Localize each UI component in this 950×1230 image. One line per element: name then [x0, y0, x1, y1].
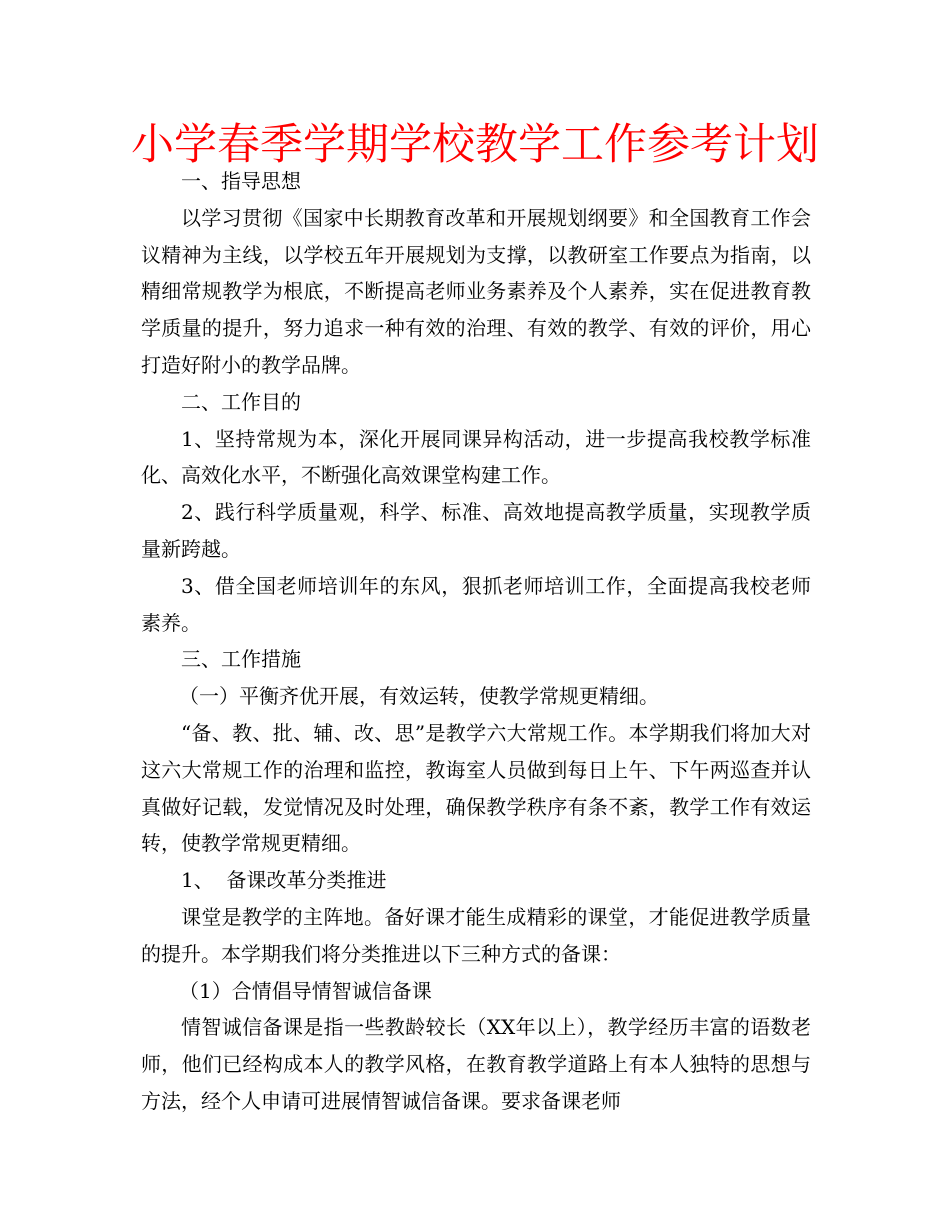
item-heading-lesson-prep-reform: 1、 备课改革分类推进: [181, 868, 387, 893]
item-heading-integrity-prep: （1）合情倡导情智诚信备课: [179, 978, 432, 1003]
subsection-heading-balanced-development: （一）平衡齐优开展，有效运转，使教学常规更精细。: [179, 684, 659, 709]
section-heading-work-goals: 二、工作目的: [181, 389, 301, 414]
paragraph-goal-2: 2、践行科学质量观，科学、标准、高效地提高教学质量，实现教学质量新跨越。: [141, 500, 811, 561]
paragraph-integrity-prep: 情智诚信备课是指一些教龄较长（XX年以上），教学经历丰富的语数老师，他们已经构成本人的教学风格，在教育教学道路上有本人独特的思想与方法，经个人申请可进展情智诚信备课。要求备课老师: [141, 1015, 811, 1113]
paragraph-classroom: 课堂是教学的主阵地。备好课才能生成精彩的课堂，才能促进教学质量的提升。本学期我们将分类推进以下三种方式的备课：: [141, 904, 811, 966]
paragraph-guiding-thought: 以学习贯彻《国家中长期教育改革和开展规划纲要》和全国教育工作会议精神为主线，以学校五年开展规划为支撑，以教研室工作要点为指南，以精细常规教学为根底，不断提高老师业务素养及个人素养，实在促进教育教学质量的提升，努力追求一种有效的治理、有效的教学、有效的评价，用心打造好附小的教学品牌。: [141, 205, 811, 377]
paragraph-six-routines: “备、教、批、辅、改、思”是教学六大常规工作。本学期我们将加大对这六大常规工作的治理和监控，教诲室人员做到每日上午、下午两巡查并认真做好记载，发觉情况及时处理，确保教学秩序有条不紊，教学工作有效运转，使教学常规更精细。: [141, 720, 811, 856]
paragraph-goal-3: 3、借全国老师培训年的东风，狠抓老师培训工作，全面提高我校老师素养。: [141, 573, 811, 635]
document-body: [141, 163, 811, 1120]
document-title: 小学春季学期学校教学工作参考计划: [131, 120, 819, 170]
paragraph-goal-1: 1、坚持常规为本，深化开展同课异构活动，进一步提高我校教学标准化、高效化水平，不断强化高效课堂构建工作。: [141, 426, 811, 488]
section-heading-guiding-thought: 一、指导思想: [181, 169, 301, 193]
section-heading-work-measures: 三、工作措施: [181, 647, 301, 672]
